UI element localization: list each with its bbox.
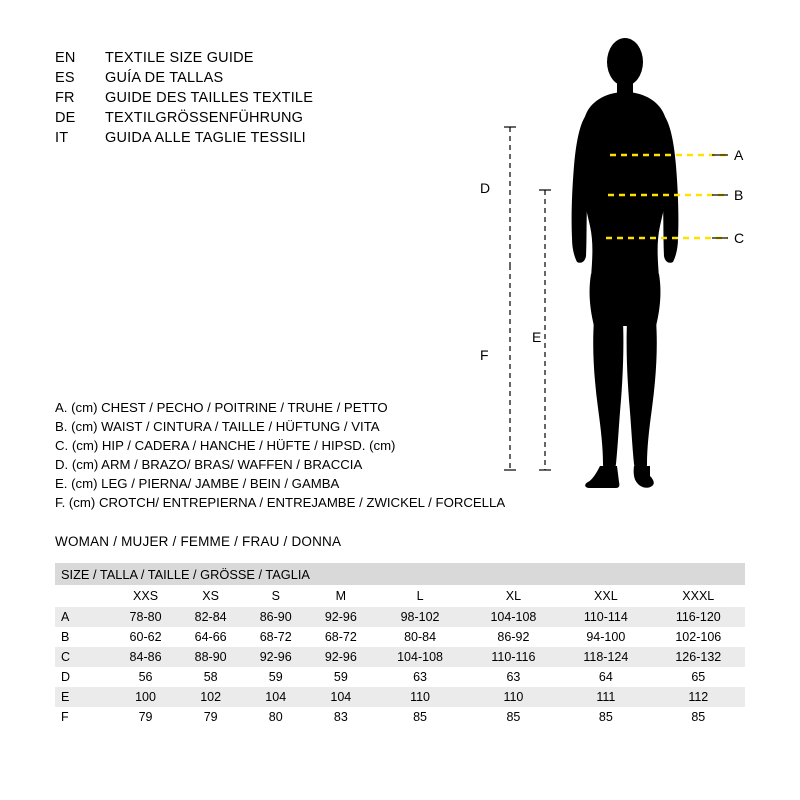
legend-item-a: A. (cm) CHEST / PECHO / POITRINE / TRUHE / PETTO [55, 400, 388, 415]
cell-c-xxl: 118-124 [560, 647, 651, 667]
cell-a-xxxl: 116-120 [652, 607, 745, 627]
cell-a-xs: 82-84 [178, 607, 243, 627]
title-lang-it: IT [55, 130, 69, 146]
dimension-brackets [510, 127, 545, 470]
cell-d-m: 59 [308, 667, 373, 687]
cell-c-xs: 88-90 [178, 647, 243, 667]
cell-f-xxs: 79 [113, 707, 178, 727]
title-block [55, 50, 475, 150]
legend-item-c: C. (cm) HIP / CADERA / HANCHE / HÜFTE / HIPSD. (cm) [55, 438, 396, 453]
title-text-en: TEXTILE SIZE GUIDE [105, 50, 254, 66]
cell-d-xxs: 56 [113, 667, 178, 687]
header-cell-xxl: XXL [560, 585, 651, 607]
table-row [55, 607, 745, 627]
header-cell-xl: XL [467, 585, 560, 607]
cell-b-xxl: 94-100 [560, 627, 651, 647]
cell-b-xxs: 60-62 [113, 627, 178, 647]
legend-item-b: B. (cm) WAIST / CINTURA / TAILLE / HÜFTUNG / VITA [55, 419, 380, 434]
cell-b-xl: 86-92 [467, 627, 560, 647]
cell-c-xxxl: 126-132 [652, 647, 745, 667]
header-cell-xxs: XXS [113, 585, 178, 607]
title-row [55, 130, 475, 150]
header-cell-xxxl: XXXL [652, 585, 745, 607]
cell-e-xxl: 111 [560, 687, 651, 707]
table-row [55, 647, 745, 667]
cell-e-xxs: 100 [113, 687, 178, 707]
callout-label-d: D [480, 180, 491, 196]
callout-label-f: F [480, 347, 489, 363]
legend-item-d: D. (cm) ARM / BRAZO/ BRAS/ WAFFEN / BRACCIA [55, 457, 363, 472]
table-row [55, 707, 745, 727]
cell-f-l: 85 [373, 707, 466, 727]
cell-f-s: 80 [243, 707, 308, 727]
title-text-es: GUÍA DE TALLAS [105, 70, 224, 86]
title-lang-es: ES [55, 70, 75, 86]
title-text-fr: GUIDE DES TAILLES TEXTILE [105, 90, 314, 106]
cell-b-m: 68-72 [308, 627, 373, 647]
callout-label-b: B [734, 187, 744, 203]
cell-a-xxl: 110-114 [560, 607, 651, 627]
cell-b-s: 68-72 [243, 627, 308, 647]
cell-e-xl: 110 [467, 687, 560, 707]
table-caption: SIZE / TALLA / TAILLE / GRÖSSE / TAGLIA [55, 563, 745, 585]
cell-d-xxxl: 65 [652, 667, 745, 687]
cell-e-s: 104 [243, 687, 308, 707]
row-label-a: A [55, 607, 113, 627]
title-row [55, 90, 475, 110]
cell-b-xxxl: 102-106 [652, 627, 745, 647]
cell-a-xl: 104-108 [467, 607, 560, 627]
row-label-d: D [55, 667, 113, 687]
cell-f-xxl: 85 [560, 707, 651, 727]
title-row [55, 50, 475, 70]
table-caption-row [55, 563, 745, 585]
cell-d-l: 63 [373, 667, 466, 687]
callout-leaders [712, 155, 728, 238]
cell-d-s: 59 [243, 667, 308, 687]
cell-a-s: 86-90 [243, 607, 308, 627]
row-label-e: E [55, 687, 113, 707]
legend-block [55, 400, 515, 514]
header-cell-s: S [243, 585, 308, 607]
cell-a-m: 92-96 [308, 607, 373, 627]
callout-label-c: C [734, 230, 745, 246]
cell-a-l: 98-102 [373, 607, 466, 627]
cell-b-l: 80-84 [373, 627, 466, 647]
cell-d-xl: 63 [467, 667, 560, 687]
title-text-de: TEXTILGRÖSSENFÜHRUNG [105, 110, 304, 126]
cell-a-xxs: 78-80 [113, 607, 178, 627]
cell-e-l: 110 [373, 687, 466, 707]
cell-f-xs: 79 [178, 707, 243, 727]
table-row [55, 667, 745, 687]
row-label-c: C [55, 647, 113, 667]
legend-item-e: E. (cm) LEG / PIERNA/ JAMBE / BEIN / GAMBA [55, 476, 340, 491]
cell-d-xs: 58 [178, 667, 243, 687]
cell-c-xxs: 84-86 [113, 647, 178, 667]
cell-c-l: 104-108 [373, 647, 466, 667]
cell-d-xxl: 64 [560, 667, 651, 687]
cell-e-m: 104 [308, 687, 373, 707]
cell-f-xxxl: 85 [652, 707, 745, 727]
title-lang-de: DE [55, 110, 76, 126]
cell-c-m: 92-96 [308, 647, 373, 667]
table-row [55, 687, 745, 707]
title-text-it: GUIDA ALLE TAGLIE TESSILI [105, 130, 306, 146]
row-label-f: F [55, 707, 113, 727]
callout-label-e: E [532, 329, 542, 345]
table-header-row [55, 585, 745, 607]
header-cell-l: L [373, 585, 466, 607]
table-row [55, 627, 745, 647]
cell-f-m: 83 [308, 707, 373, 727]
female-silhouette [572, 38, 679, 488]
cell-e-xs: 102 [178, 687, 243, 707]
header-cell-m: M [308, 585, 373, 607]
title-lang-en: EN [55, 50, 76, 66]
cell-e-xxxl: 112 [652, 687, 745, 707]
title-row [55, 70, 475, 90]
cell-b-xs: 64-66 [178, 627, 243, 647]
size-table [55, 563, 745, 727]
legend-item-f: F. (cm) CROTCH/ ENTREPIERNA / ENTREJAMBE / ZWICKEL / FORCELLA [55, 495, 506, 510]
header-cell-blank [55, 585, 113, 607]
cell-f-xl: 85 [467, 707, 560, 727]
gender-label: WOMAN / MUJER / FEMME / FRAU / DONNA [55, 534, 342, 549]
cell-c-s: 92-96 [243, 647, 308, 667]
row-label-b: B [55, 627, 113, 647]
cell-c-xl: 110-116 [467, 647, 560, 667]
title-lang-fr: FR [55, 90, 75, 106]
callout-label-a: A [734, 147, 744, 163]
title-row [55, 110, 475, 130]
header-cell-xs: XS [178, 585, 243, 607]
